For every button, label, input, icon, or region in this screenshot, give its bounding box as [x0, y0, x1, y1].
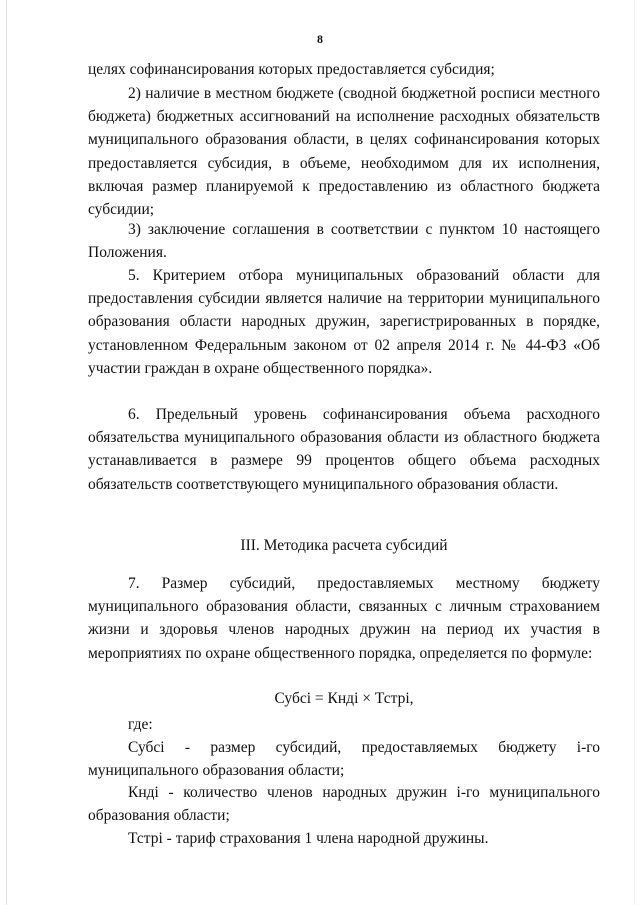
scan-edge-left [6, 0, 7, 905]
formula: Субсі = Кндi × Тстрi, [274, 690, 414, 707]
page-number: 8 [317, 32, 323, 46]
where-label: где: [128, 716, 153, 733]
definition-subsi: Субсі - размер субсидий, предоставляемых бюджету i-го муниципального образования области; [88, 739, 600, 780]
section-heading: III. Методика расчета субсидий [240, 537, 448, 554]
paragraph-7: 7. Размер субсидий, предоставляемых местному бюджету муниципального образования области, связанных с личным страхованием жизни и здоровья членов народных дружин на период их участия в мероприятиях по охране общественного порядка, определяется по формуле: [88, 575, 600, 662]
paragraph-item-3: 3) заключение соглашения в соответствии с пунктом 10 настоящего Положения. [88, 221, 600, 262]
definition-tstri: Тстрi - тариф страхования 1 члена народной дружины. [128, 830, 489, 847]
paragraph-6: 6. Предельный уровень софинансирования объема расходного обязательства муниципального образования области из областного бюджета устанавливается в размере 99 процентов общего объема расходных обязательств соответствующего муниципального образования области. [88, 406, 600, 493]
definition-kndi: Кндi - количество членов народных дружин i-го муниципального образования области; [88, 784, 600, 825]
paragraph-item-2: 2) наличие в местном бюджете (сводной бюджетной росписи местного бюджета) бюджетных ассигнований на исполнение расходных обязательств муниципального образования области, в целях софинансирования которых предоставляется субсидия, в объеме, необходимом для их исполнения, включая размер планируемой к предоставлению из областного бюджета субсидии; [88, 85, 600, 219]
paragraph-continuation: целях софинансирования которых предоставляется субсидия; [88, 61, 495, 78]
paragraph-5: 5. Критерием отбора муниципальных образований области для предоставления субсидии является наличие на территории муниципального образования области народных дружин, зарегистрированных в порядке, установленном Федеральным законом от 02 апреля 2014 г. № 44-ФЗ «Об участии граждан в охране общественного порядка». [88, 267, 600, 377]
scan-edge-right [634, 0, 635, 905]
